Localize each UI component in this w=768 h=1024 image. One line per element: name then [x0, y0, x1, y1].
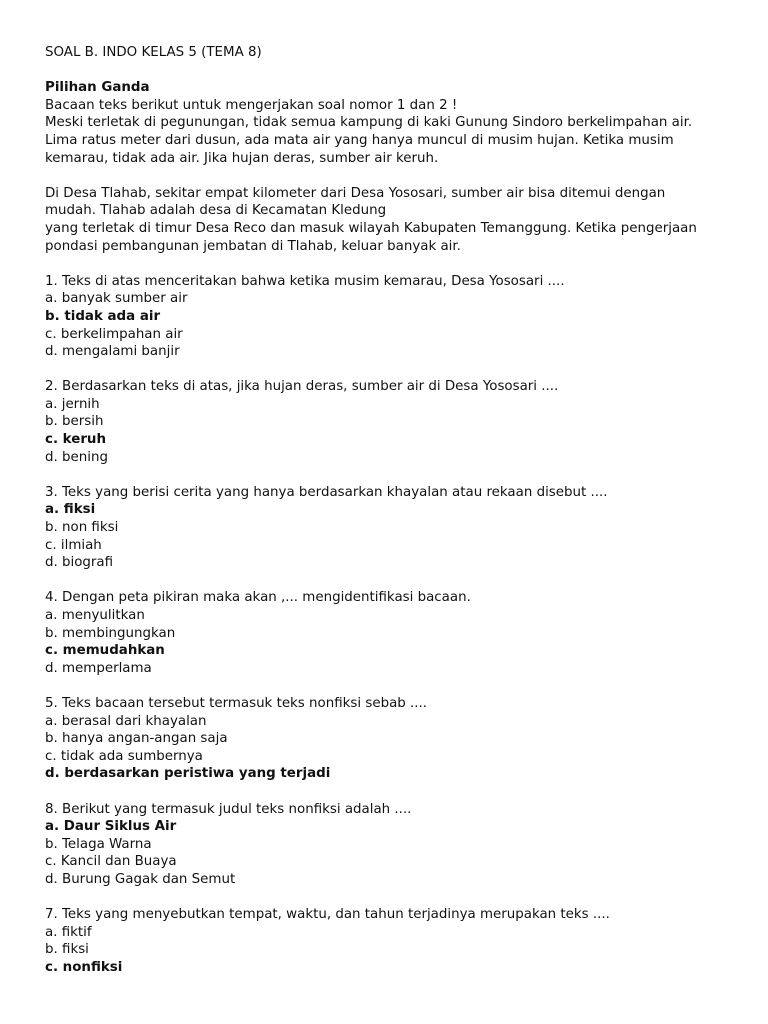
passage-line: Lima ratus meter dari dusun, ada mata air yang hanya muncul di musim hujan. Ketika musim: [45, 132, 674, 148]
answer-option: b. non fiksi: [45, 520, 119, 536]
question-text: 2. Berdasarkan teks di atas, jika hujan deras, sumber air di Desa Yososari ....: [45, 379, 559, 395]
question-list: [45, 255, 735, 976]
answer-option-correct: c. nonfiksi: [45, 959, 123, 975]
answer-option-correct: c. keruh: [45, 432, 106, 448]
answer-option: c. Kancil dan Buaya: [45, 854, 177, 870]
passage-line: pondasi pembangunan jembatan di Tlahab, keluar banyak air.: [45, 238, 461, 254]
question-block: [45, 801, 735, 889]
question-gap: [45, 466, 735, 484]
answer-option: a. menyulitkan: [45, 608, 145, 623]
answer-option: a. berasal dari khayalan: [45, 713, 207, 729]
answer-option: b. Telaga Warna: [45, 836, 152, 852]
answer-option: c. tidak ada sumbernya: [45, 748, 203, 764]
paragraph-gap: [45, 167, 735, 185]
passage-line: yang terletak di timur Desa Reco dan masuk wilayah Kabupaten Temanggung. Ketika pengerjaan: [45, 220, 697, 236]
question-text: 7. Teks yang menyebutkan tempat, waktu, dan tahun terjadinya merupakan teks ....: [45, 907, 610, 923]
answer-option: d. mengalami banjir: [45, 344, 180, 360]
answer-option: d. biografi: [45, 555, 114, 571]
answer-option: d. Burung Gagak dan Semut: [45, 871, 236, 887]
answer-option: a. fiktif: [45, 924, 92, 940]
answer-option-correct: c. memudahkan: [45, 643, 165, 659]
passage-line: kemarau, tidak ada air. Jika hujan deras, sumber air keruh.: [45, 150, 439, 166]
question-text: 5. Teks bacaan tersebut termasuk teks nonfiksi sebab ....: [45, 695, 428, 711]
answer-option-correct: a. fiksi: [45, 502, 96, 518]
answer-option: b. fiksi: [45, 942, 89, 958]
section-heading: Pilihan Ganda: [45, 80, 150, 96]
answer-option-correct: b. tidak ada air: [45, 308, 161, 324]
passage-paragraph-2: [45, 185, 735, 255]
passage-line: Di Desa Tlahab, sekitar empat kilometer dari Desa Yososari, sumber air bisa ditemui dengan: [45, 185, 666, 201]
question-text: 1. Teks di atas menceritakan bahwa ketika musim kemarau, Desa Yososari ....: [45, 273, 565, 289]
answer-option-correct: a. Daur Siklus Air: [45, 819, 177, 835]
question-gap: [45, 889, 735, 907]
document-page: [45, 44, 735, 976]
question-block: [45, 695, 735, 783]
question-text: 4. Dengan peta pikiran maka akan ,... mengidentifikasi bacaan.: [45, 590, 471, 606]
answer-option: c. berkelimpahan air: [45, 326, 183, 342]
question-gap: [45, 361, 735, 379]
question-gap: [45, 677, 735, 695]
answer-option: b. bersih: [45, 414, 104, 430]
question-text: 3. Teks yang berisi cerita yang hanya berdasarkan khayalan atau rekaan disebut ....: [45, 484, 608, 500]
passage-line: mudah. Tlahab adalah desa di Kecamatan Kledung: [45, 203, 387, 219]
passage-paragraph-1: [45, 114, 735, 167]
question-gap: [45, 572, 735, 590]
question-block: [45, 589, 735, 677]
question-block: [45, 378, 735, 466]
answer-option: a. banyak sumber air: [45, 291, 188, 307]
answer-option: c. ilmiah: [45, 537, 102, 553]
answer-option: d. memperlama: [45, 660, 152, 676]
question-text: 8. Berikut yang termasuk judul teks nonfiksi adalah ....: [45, 801, 412, 817]
answer-option: b. membingungkan: [45, 625, 176, 641]
answer-option: b. hanya angan-angan saja: [45, 731, 228, 747]
answer-option: a. jernih: [45, 396, 100, 412]
answer-option: d. bening: [45, 449, 108, 465]
question-block: [45, 484, 735, 572]
document-title: SOAL B. INDO KELAS 5 (TEMA 8): [45, 45, 262, 60]
question-gap: [45, 783, 735, 801]
passage-line: Meski terletak di pegunungan, tidak semua kampung di kaki Gunung Sindoro berkelimpahan air.: [45, 115, 693, 131]
intro-instruction: Bacaan teks berikut untuk mengerjakan soal nomor 1 dan 2 !: [45, 97, 458, 113]
question-gap: [45, 255, 735, 273]
question-block: [45, 906, 735, 976]
question-block: [45, 273, 735, 361]
answer-option-correct: d. berdasarkan peristiwa yang terjadi: [45, 766, 331, 782]
